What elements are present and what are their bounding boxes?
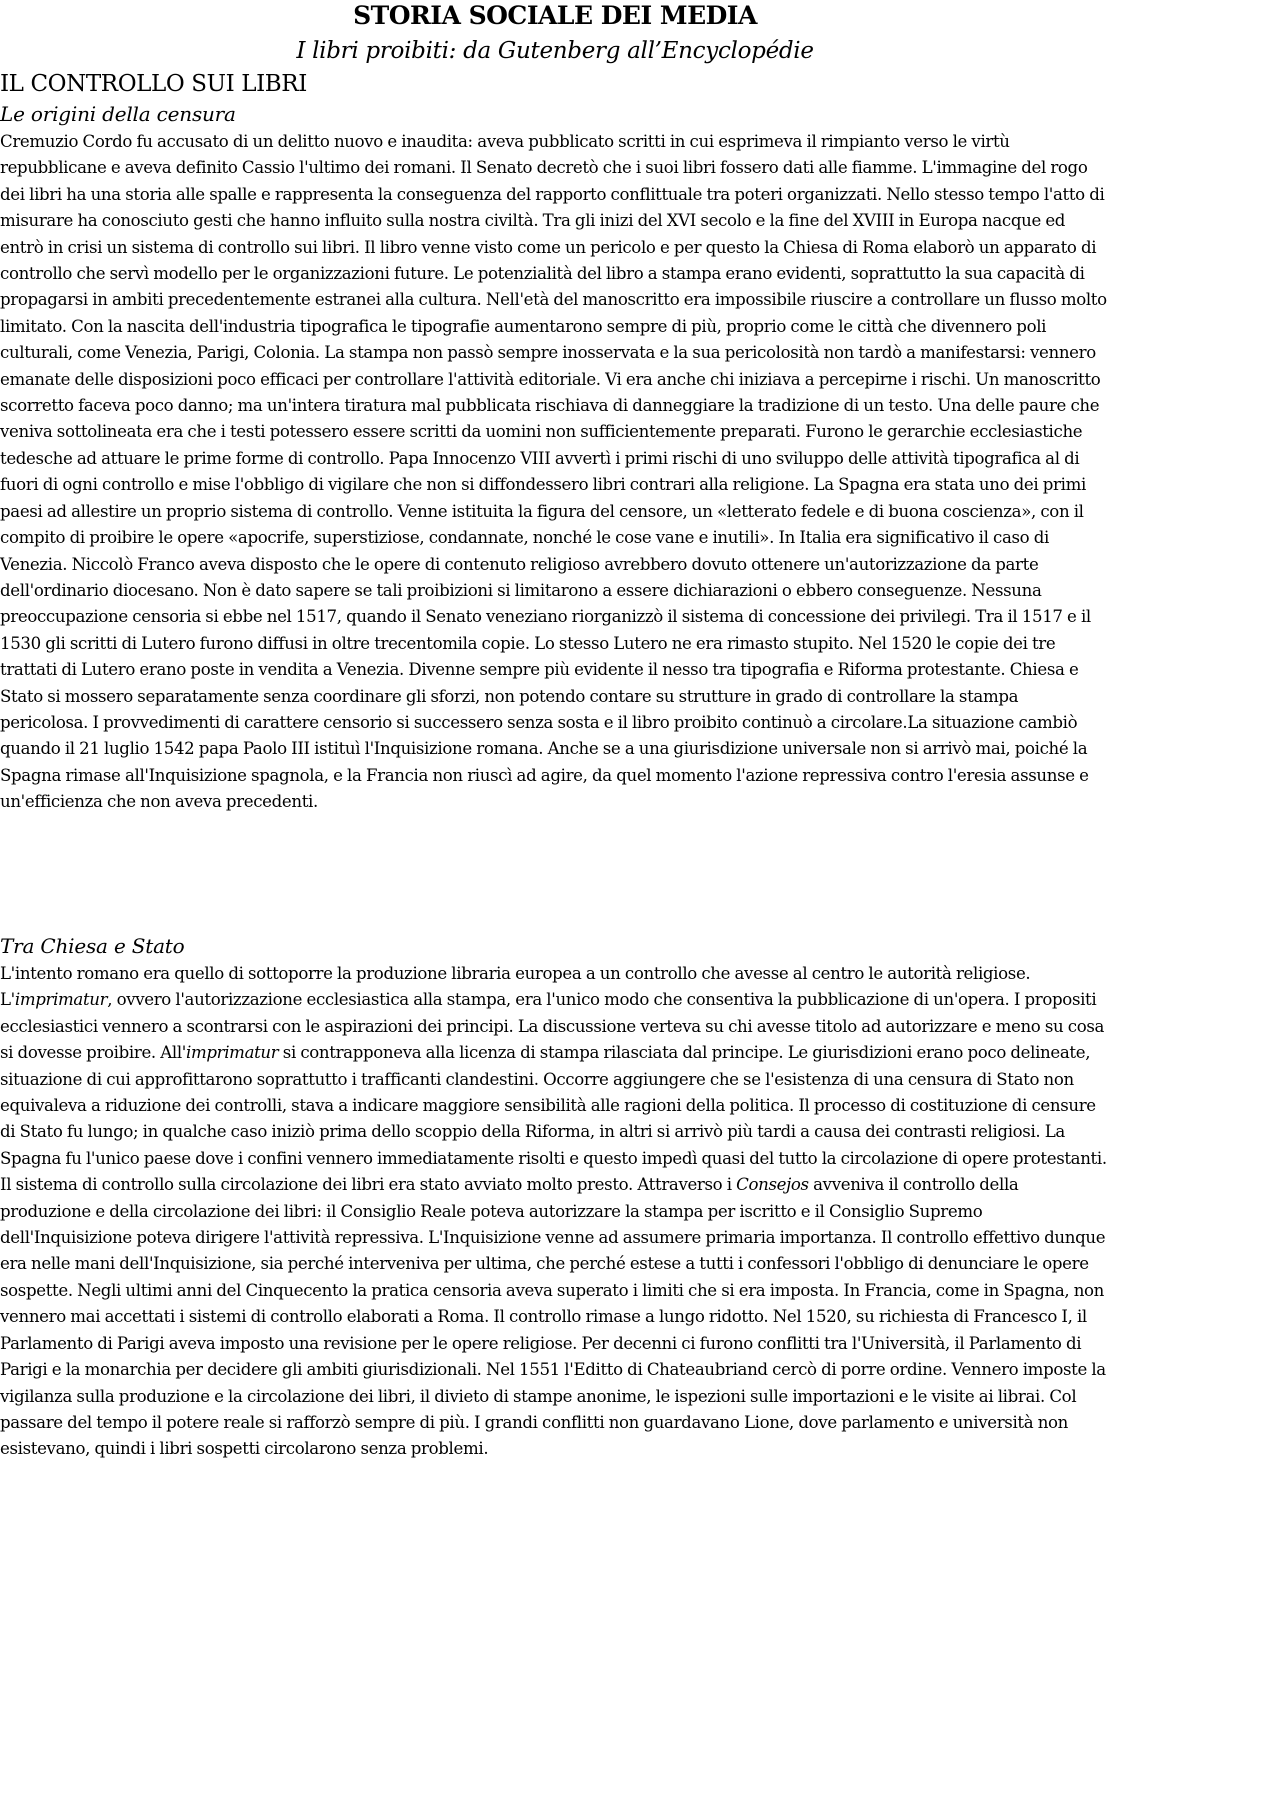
section-paragraph-chiesa-stato bbox=[0, 961, 1110, 1463]
section-heading-chiesa-stato: Tra Chiesa e Stato bbox=[0, 934, 185, 958]
chapter-heading: IL CONTROLLO SUI LIBRI bbox=[0, 71, 307, 97]
paragraph-text-part-3: si contrapponeva alla licenza di stampa rilasciata dal principe. Le giurisdizioni erano poco delineate, situazione di cui approfittarono soprattutto i trafficanti clandestini. Occorre aggiungere che se l'esistenza di una censura di Stato non equivaleva a riduzione dei controlli, stava a indicare maggiore sensibilità alle ragioni della politica. Il processo di costituzione di censure di Stato fu lungo; in qualche caso iniziò prima dello scoppio della Riforma, in altri si arrivò più tardi a causa dei contrasti religiosi. La Spagna fu l'unico paese dove i confini vennero immediatamente risolti e questo impedì quasi del tutto la circolazione di opere protestanti. Il sistema di controllo sulla circolazione dei libri era stato avviato molto presto. Attraverso i bbox=[0, 1043, 1107, 1195]
section-heading-origini: Le origini della censura bbox=[0, 102, 236, 126]
document-subtitle: I libri proibiti: da Gutenberg all’Encyclopédie bbox=[296, 38, 814, 64]
section-paragraph-origini: Cremuzio Cordo fu accusato di un delitto nuovo e inaudita: aveva pubblicato scritti in cui esprimeva il rimpianto verso le virtù repubblicane e aveva definito Cassio l'ultimo dei romani. Il Senato decretò che i suoi libri fossero dati alle fiamme. L'immagine del rogo dei libri ha una storia alle spalle e rappresenta la conseguenza del rapporto conflittuale tra poteri organizzati. Nello stesso tempo l'atto di misurare ha conosciuto gesti che hanno influito sulla nostra civiltà. Tra gli inizi del XVI secolo e la fine del XVIII in Europa nacque ed entrò in crisi un sistema di controllo sui libri. Il libro venne visto come un pericolo e per questo la Chiesa di Roma elaborò un apparato di controllo che servì modello per le organizzazioni future. Le potenzialità del libro a stampa erano evidenti, soprattutto la sua capacità di propagarsi in ambiti precedentemente estranei alla cultura. Nell'età del manoscritto era impossibile riuscire a controllare un flusso molto limitato. Con la nascita dell'industria tipografica le tipografie aumentarono sempre di più, proprio come le città che divennero poli culturali, come Venezia, Parigi, Colonia. La stampa non passò sempre inosservata e la sua pericolosità non tardò a manifestarsi: vennero emanate delle disposizioni poco efficaci per controllare l'attività editoriale. Vi era anche chi iniziava a percepirne i rischi. Un manoscritto scorretto faceva poco danno; ma un'intera tiratura mal pubblicata rischiava di danneggiare la tradizione di un testo. Una delle paure che veniva sottolineata era che i testi potessero essere scritti da uomini non sufficientemente preparati. Furono le gerarchie ecclesiastiche tedesche ad attuare le prime forme di controllo. Papa Innocenzo VIII avvertì i primi rischi di uno sviluppo delle attività tipografica al di fuori di ogni controllo e mise l'obbligo di vigilare che non si diffondessero libri contrari alla religione. La Spagna era stata uno dei primi paesi ad allestire un proprio sistema di controllo. Venne istituita la figura del censore, un «letterato fedele e di buona coscienza», con il compito di proibire le opere «apocrife, superstiziose, condannate, nonché le cose vane e inutili». In Italia era significativo il caso di Venezia. Niccolò Franco aveva disposto che le opere di contenuto religioso avrebbero dovuto ottenere un'autorizzazione da parte dell'ordinario diocesano. Non è dato sapere se tali proibizioni si limitarono a essere dichiarazioni o ebbero conseguenze. Nessuna preoccupazione censoria si ebbe nel 1517, quando il Senato veneziano riorganizzò il sistema di concessione dei privilegi. Tra il 1517 e il 1530 gli scritti di Lutero furono diffusi in oltre trecentomila copie. Lo stesso Lutero ne era rimasto stupito. Nel 1520 le copie dei tre trattati di Lutero erano poste in vendita a Venezia. Divenne sempre più evidente il nesso tra tipografia e Riforma protestante. Chiesa e Stato si mossero separatamente senza coordinare gli sforzi, non potendo contare su strutture in grado di controllare la stampa pericolosa. I provvedimenti di carattere censorio si successero senza sosta e il libro proibito continuò a circolare.La situazione cambiò quando il 21 luglio 1542 papa Paolo III istituì l'Inquisizione romana. Anche se a una giurisdizione universale non si arrivò mai, poiché la Spagna rimase all'Inquisizione spagnola, e la Francia non riuscì ad agire, da quel momento l'azione repressiva contro l'eresia assunse e un'efficienza che non aveva precedenti. bbox=[0, 132, 1107, 812]
term-consejos: Consejos bbox=[736, 1175, 809, 1195]
paragraph-text-part-2: , ovvero l'autorizzazione ecclesiastica alla stampa, era l'unico modo che consentiva la pubblicazione di un'opera. I propositi ecclesiastici vennero a scontrarsi con le aspirazioni dei principi. La discussione verteva su chi avesse titolo ad autorizzare e meno su cosa si dovesse proibire. All' bbox=[0, 990, 1105, 1063]
document-title: STORIA SOCIALE DEI MEDIA bbox=[353, 1, 757, 30]
paragraph-text-part-4: avveniva il controllo della produzione e della circolazione dei libri: il Consiglio Reale poteva autorizzare la stampa per iscritto e il Consiglio Supremo dell'Inquisizione poteva dirigere l'attività repressiva. L'Inquisizione venne ad assumere primaria importanza. Il controllo effettivo dunque era nelle mani dell'Inquisizione, sia perché interveniva per ultima, che perché estese a tutti i confessori l'obbligo di denunciare le opere sospette. Negli ultimi anni del Cinquecento la pratica censoria aveva superato i limiti che si era imposta. In Francia, come in Spagna, non vennero mai accettati i sistemi di controllo elaborati a Roma. Il controllo rimase a lungo ridotto. Nel 1520, su richiesta di Francesco I, il Parlamento di Parigi aveva imposto una revisione per le opere religiose. Per decenni ci furono conflitti tra l'Università, il Parlamento di Parigi e la monarchia per decidere gli ambiti giurisdizionali. Nel 1551 l'Editto di Chateaubriand cercò di porre ordine. Vennero imposte la vigilanza sulla produzione e la circolazione dei libri, il divieto di stampe anonime, le ispezioni sulle importazioni e le visite ai librai. Col passare del tempo il potere reale si rafforzò sempre di più. I grandi conflitti non guardavano Lione, dove parlamento e università non esistevano, quindi i libri sospetti circolarono senza problemi. bbox=[0, 1175, 1106, 1459]
term-imprimatur: imprimatur bbox=[186, 1043, 279, 1063]
paragraph-text-part-1: L'intento romano era quello di sottoporre la produzione libraria europea a un controllo che avesse al centro le autorità religiose. L' bbox=[0, 964, 1031, 1010]
term-imprimatur: imprimatur bbox=[14, 990, 108, 1010]
